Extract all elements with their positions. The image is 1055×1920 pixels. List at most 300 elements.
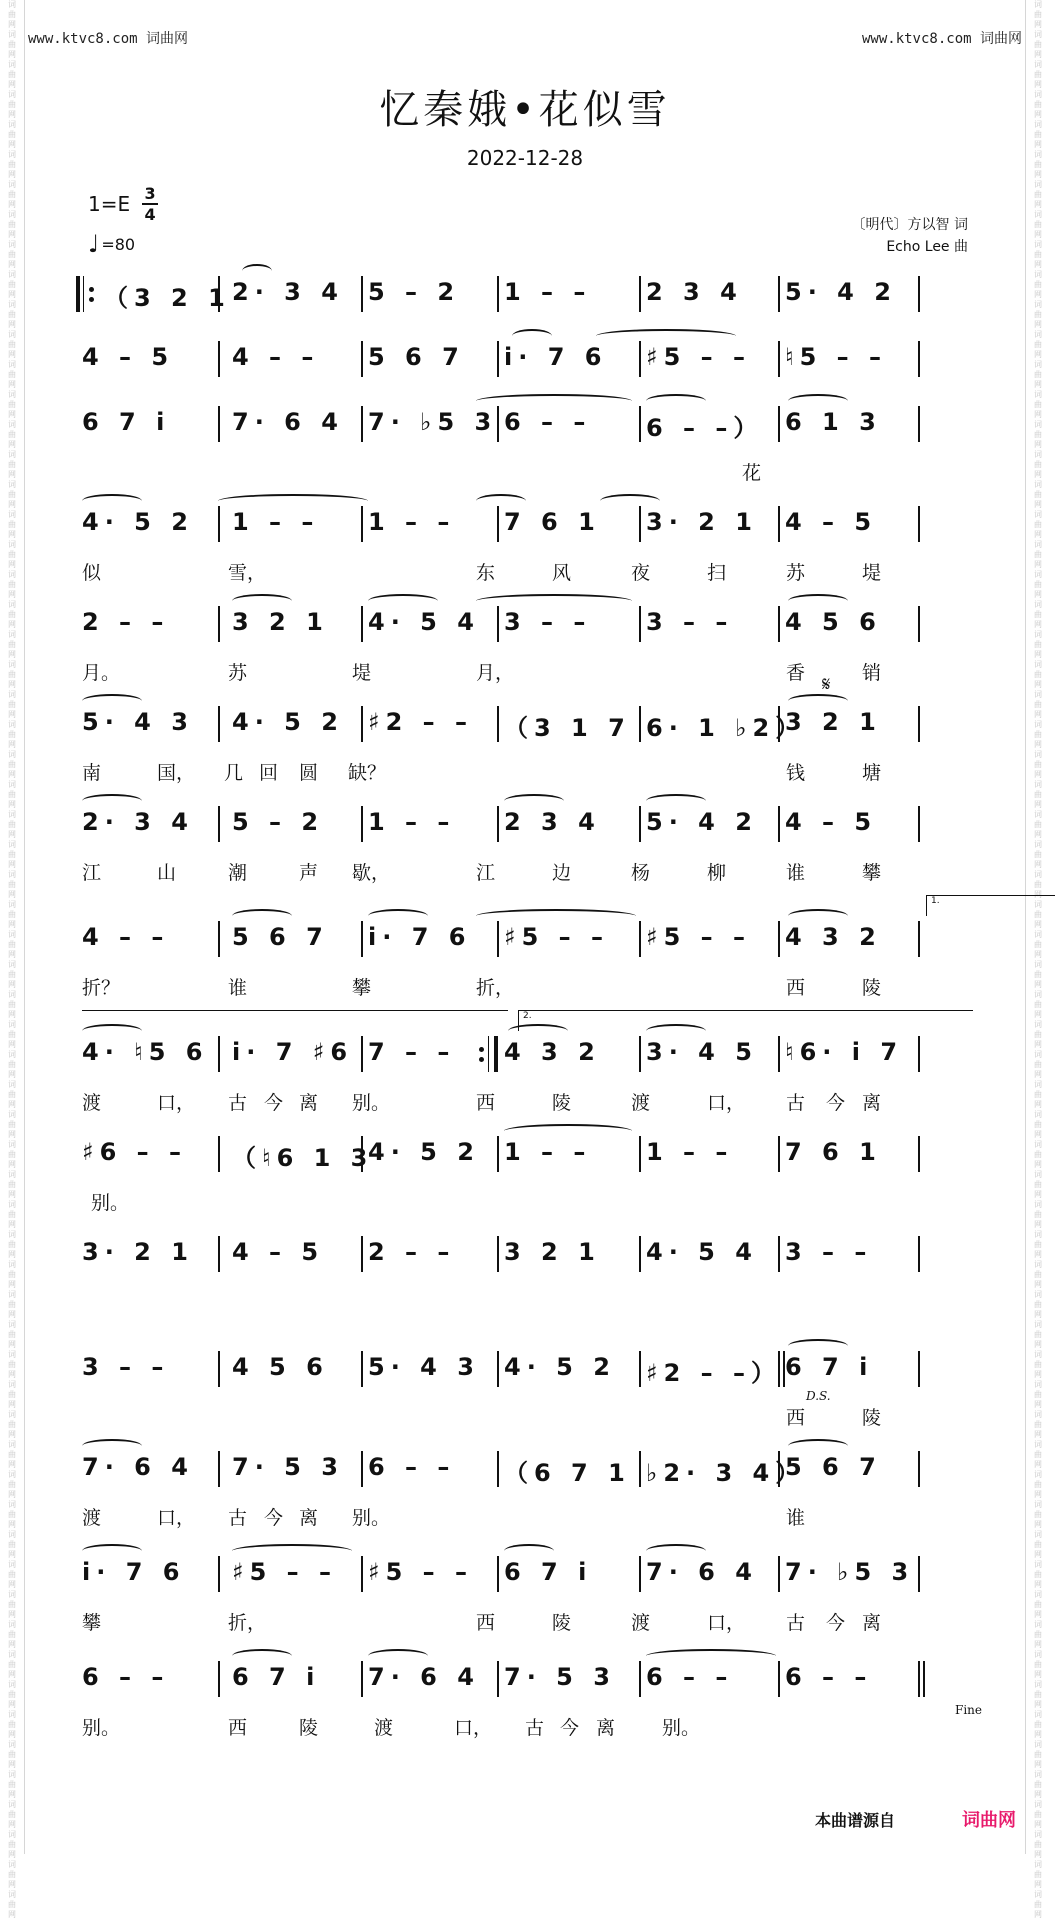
measure: 2· 3 4 — [232, 278, 344, 306]
measure: 7· 5 3 — [232, 1453, 344, 1481]
lyric-syllable: 折， — [228, 1612, 267, 1634]
measure: 4 – 5 — [785, 808, 878, 836]
barline — [218, 706, 220, 742]
lyric-syllable: 古 — [786, 1612, 806, 1634]
lyrics-line — [82, 1713, 968, 1743]
lyric-syllable: 边 — [552, 862, 572, 884]
measure: 6 – – — [82, 1663, 170, 1691]
barline — [778, 1661, 780, 1697]
barline — [361, 506, 363, 542]
tie-slur — [788, 694, 848, 708]
measure: 5· 4 3 — [368, 1353, 480, 1381]
lyric-syllable: 口， — [707, 1612, 746, 1634]
score-system — [82, 1345, 968, 1445]
measure: 4· 5 4 — [368, 608, 480, 636]
tempo-value: =80 — [101, 234, 136, 254]
barline — [361, 1036, 363, 1072]
barline — [218, 806, 220, 842]
footer-source-label: 本曲谱源自 — [815, 1811, 896, 1830]
measure: 7· ♭5 3 — [368, 408, 498, 436]
barline — [639, 276, 641, 312]
score-system — [82, 1550, 968, 1650]
measure: 3 – – — [785, 1238, 873, 1266]
lyric-syllable: 扫 — [707, 562, 727, 584]
barline — [639, 606, 641, 642]
measure: 3· 2 1 — [646, 508, 758, 536]
measure: （3 1 7 — [504, 714, 631, 742]
measure: 2· 3 4 — [82, 808, 194, 836]
measure: ♯5 – – — [232, 1558, 338, 1586]
tie-slur — [82, 794, 142, 808]
tie-slur — [788, 909, 848, 923]
barline — [361, 1556, 363, 1592]
lyric-syllable: 别。 — [352, 1092, 391, 1114]
tie-slur — [476, 394, 632, 408]
measure: 4 5 6 — [232, 1353, 329, 1381]
barline — [639, 1036, 641, 1072]
barline — [778, 1236, 780, 1272]
barline — [218, 1236, 220, 1272]
key-signature — [88, 180, 158, 228]
tie-slur — [82, 1439, 142, 1453]
lyric-syllable: 离 — [299, 1507, 319, 1529]
tie-slur — [504, 1124, 632, 1138]
barline — [218, 506, 220, 542]
lyricist-credit: 〔明代〕方以智 词 — [851, 217, 968, 233]
lyric-syllable: 口， — [157, 1092, 196, 1114]
tie-slur — [600, 494, 660, 508]
tie-slur — [788, 394, 848, 408]
barline — [218, 606, 220, 642]
lyric-syllable: 西 — [476, 1092, 496, 1114]
barline — [218, 1351, 220, 1387]
lyric-syllable: 古 — [786, 1092, 806, 1114]
tie-slur — [232, 594, 292, 608]
lyric-syllable: 陵 — [552, 1092, 572, 1114]
measure: 3 2 1 — [504, 1238, 601, 1266]
lyrics-line — [82, 1608, 968, 1638]
barline — [918, 506, 920, 542]
measure: ♮5 – – — [785, 343, 887, 371]
barline — [497, 1661, 499, 1697]
barline — [497, 921, 499, 957]
lyric-syllable: 国， — [157, 762, 196, 784]
barline — [361, 276, 363, 312]
lyric-syllable: 风 — [552, 562, 572, 584]
barline — [218, 1451, 220, 1487]
barline — [918, 1036, 920, 1072]
barline — [778, 506, 780, 542]
measure: 5 – 2 — [232, 808, 325, 836]
measure: 7· 6 4 — [368, 1663, 480, 1691]
measure: 6 1 3 — [785, 408, 882, 436]
measure: 3 2 1 — [785, 708, 882, 736]
lyric-syllable: 折？ — [82, 977, 121, 999]
lyric-syllable: 离 — [596, 1717, 616, 1739]
measure: 2 3 4 — [646, 278, 743, 306]
measure: i· 7 ♯6 — [232, 1038, 354, 1066]
barline — [361, 1451, 363, 1487]
barline-thin — [488, 1036, 489, 1072]
lyric-syllable: 缺？ — [348, 762, 387, 784]
barline — [361, 1661, 363, 1697]
lyric-syllable: 谁 — [228, 977, 248, 999]
lyric-syllable: 歇， — [352, 862, 391, 884]
measure: 4· 5 2 — [504, 1353, 616, 1381]
barline — [639, 1136, 641, 1172]
key-text: 1=E — [88, 192, 131, 216]
measure: 2 – – — [82, 608, 170, 636]
segno-icon: 𝄋 — [822, 672, 831, 696]
barline — [918, 1451, 920, 1487]
measure: （6 7 1 — [504, 1459, 631, 1487]
barline — [361, 806, 363, 842]
measure: 4· 5 2 — [232, 708, 344, 736]
tie-slur — [788, 1339, 848, 1353]
score-system — [82, 1230, 968, 1330]
lyric-syllable: 古 — [228, 1507, 248, 1529]
barline — [639, 506, 641, 542]
barline — [918, 1236, 920, 1272]
barline — [778, 706, 780, 742]
lyric-syllable: 塘 — [862, 762, 882, 784]
tie-slur — [82, 494, 142, 508]
lyric-syllable: 谁 — [786, 862, 806, 884]
song-date: 2022-12-28 — [466, 146, 584, 170]
site-url-left: www.ktvc8.com 词曲网 — [28, 31, 189, 47]
measure: 1 – – — [504, 278, 592, 306]
barline — [639, 706, 641, 742]
measure: 6· 1 ♭2） — [646, 714, 806, 742]
score-system — [82, 400, 968, 500]
measure: 5· 4 2 — [646, 808, 758, 836]
measure: 4 – 5 — [785, 508, 878, 536]
score-system — [82, 1011, 968, 1130]
barline — [497, 1451, 499, 1487]
measure: （3 2 1 — [104, 284, 231, 312]
lyrics-line — [82, 973, 968, 1003]
score-system — [82, 672, 968, 800]
measure: 6 – –） — [646, 414, 764, 442]
measure: 2 – – — [368, 1238, 456, 1266]
measure: 3 2 1 — [232, 608, 329, 636]
measure: 6 7 i — [504, 1558, 593, 1586]
lyric-syllable: 夜 — [631, 562, 651, 584]
measure: 1 – – — [232, 508, 320, 536]
song-title: 忆秦娥•花似雪 — [379, 87, 671, 133]
lyric-syllable: 渡 — [82, 1507, 102, 1529]
measure: 3 – – — [646, 608, 734, 636]
tie-slur — [788, 594, 848, 608]
measure: 4 – – — [82, 923, 170, 951]
lyric-syllable: 古 — [228, 1092, 248, 1114]
barline — [778, 1136, 780, 1172]
score-system — [82, 1445, 968, 1545]
lyric-syllable: 西 — [786, 1407, 806, 1429]
measure: 7· 6 4 — [646, 1558, 758, 1586]
lyric-syllable: 苏 — [228, 662, 248, 684]
lyrics-line — [82, 858, 968, 888]
lyric-syllable: 陵 — [862, 1407, 882, 1429]
barline — [361, 406, 363, 442]
barline — [778, 1036, 780, 1072]
barline — [639, 1236, 641, 1272]
measure: 4· 5 4 — [646, 1238, 758, 1266]
tie-slur — [646, 394, 706, 408]
lyric-syllable: 攀 — [352, 977, 372, 999]
measure: 5 6 7 — [232, 923, 329, 951]
barline — [218, 276, 220, 312]
lyric-syllable: 圆 — [299, 762, 319, 784]
measure: ♯5 – – — [368, 1558, 474, 1586]
tie-slur — [512, 329, 552, 343]
site-url-right: www.ktvc8.com 词曲网 — [861, 31, 1022, 47]
measure: ♭2· 3 4） — [646, 1459, 806, 1487]
lyrics-line — [82, 1088, 968, 1118]
barline — [361, 1136, 363, 1172]
tie-slur — [788, 1439, 848, 1453]
barline — [639, 1556, 641, 1592]
tie-slur — [476, 594, 632, 608]
measure: 4 – 5 — [82, 343, 175, 371]
barline — [497, 406, 499, 442]
barline — [497, 276, 499, 312]
barline — [778, 606, 780, 642]
barline — [497, 341, 499, 377]
score-system — [82, 600, 968, 700]
measure: i· 7 6 — [82, 1558, 186, 1586]
tie-slur — [504, 1544, 554, 1558]
measure: 4 3 2 — [785, 923, 882, 951]
meter-bottom: 4 — [144, 205, 156, 224]
barline — [218, 1556, 220, 1592]
measure: 6 – – — [368, 1453, 456, 1481]
measure: （♮6 1 3 — [232, 1144, 374, 1172]
lyrics-line — [82, 758, 968, 788]
lyric-syllable: 离 — [862, 1092, 882, 1114]
barline — [778, 921, 780, 957]
lyric-syllable: 今 — [826, 1612, 846, 1634]
lyric-syllable: 江 — [476, 862, 496, 884]
barline — [778, 1351, 785, 1387]
barline — [218, 921, 220, 957]
lyric-syllable: 西 — [228, 1717, 248, 1739]
measure: 6 7 i — [785, 1353, 874, 1381]
lyric-syllable: 别。 — [662, 1717, 701, 1739]
lyric-syllable: 今 — [264, 1092, 284, 1114]
measure: 7· ♭5 3 — [785, 1558, 915, 1586]
measure: 1 – – — [504, 1138, 592, 1166]
lyric-syllable: 山 — [157, 862, 177, 884]
tie-slur — [368, 1649, 428, 1663]
barline — [218, 1661, 220, 1697]
lyric-syllable: 似 — [82, 562, 102, 584]
lyric-syllable: 钱 — [786, 762, 806, 784]
left-watermark-strip — [0, 0, 25, 1919]
lyric-syllable: 渡 — [374, 1717, 394, 1739]
barline — [639, 1661, 641, 1697]
measure: 6 7 i — [232, 1663, 321, 1691]
watermark-text: 词曲网 词曲网 词曲网 词曲网 词曲网 词曲网 词曲网 词曲网 词曲网 词曲网 词曲网 词曲网 词曲网 词曲网 词曲网 词曲网 词曲网 词曲网 词曲网 词曲网 词曲网 词曲网 词曲网 词曲网 词曲网 词曲网 词曲网 词曲网 词曲网 词曲网 词曲网 词曲网 词曲网 词曲网 词曲网 词曲网 词曲网 词曲网 词曲网 词曲网 词曲网 词曲网 词曲网 词曲网 词曲网 词曲网 词曲网 词曲网 词曲网 词曲网 词曲网 词曲网 词曲网 词曲网 词曲网 词曲网 词曲网 词曲网 词曲网 词曲网 词曲网 词曲网 词曲网 词曲网 — [1034, 0, 1042, 1919]
measure: 7 6 1 — [504, 508, 601, 536]
barline — [361, 706, 363, 742]
measure: ♯2 – –） — [646, 1359, 782, 1387]
volta-bracket-1: 1. — [926, 895, 1055, 916]
volta-bracket-2: 2. — [518, 1010, 973, 1031]
lyric-syllable: 雪， — [228, 562, 267, 584]
measure: 6 – – — [785, 1663, 873, 1691]
lyric-syllable: 离 — [862, 1612, 882, 1634]
time-signature — [142, 184, 158, 224]
measure: 3· 2 1 — [82, 1238, 194, 1266]
barline — [918, 1556, 920, 1592]
tie-slur — [232, 909, 292, 923]
barline-thick — [494, 1036, 498, 1072]
lyric-syllable: 柳 — [707, 862, 727, 884]
measure: 3· 4 5 — [646, 1038, 758, 1066]
tie-slur — [646, 1649, 776, 1663]
measure: 5 6 7 — [368, 343, 465, 371]
tie-slur — [232, 1544, 352, 1558]
measure: 1 – – — [368, 508, 456, 536]
lyric-syllable: 陵 — [552, 1612, 572, 1634]
barline — [361, 606, 363, 642]
barline — [918, 1351, 920, 1387]
lyric-syllable: 古 — [525, 1717, 545, 1739]
lyric-syllable: 渡 — [82, 1092, 102, 1114]
lyric-syllable: 月， — [476, 662, 515, 684]
barline — [778, 341, 780, 377]
tie-slur — [218, 494, 368, 508]
barline — [778, 1556, 780, 1592]
measure: 5· 4 3 — [82, 708, 194, 736]
barline — [918, 406, 920, 442]
lyric-syllable: 今 — [264, 1507, 284, 1529]
lyric-syllable: 月。 — [82, 662, 121, 684]
lyric-syllable: 别。 — [352, 1507, 391, 1529]
measure: 7· 6 4 — [232, 408, 344, 436]
repeat-dot — [89, 297, 94, 302]
lyric-syllable: 攀 — [82, 1612, 102, 1634]
repeat-dot — [479, 1057, 484, 1062]
repeat-dot — [89, 287, 94, 292]
lyric-syllable: 堤 — [862, 562, 882, 584]
lyric-syllable: 回 — [259, 762, 279, 784]
lyric-syllable: 口， — [454, 1717, 493, 1739]
meter-top: 3 — [144, 184, 156, 203]
lyric-syllable: 销 — [862, 662, 882, 684]
barline-thin — [83, 276, 84, 312]
tempo-marking — [88, 232, 135, 256]
measure: ♯5 – – — [504, 923, 610, 951]
lyric-syllable: 潮 — [228, 862, 248, 884]
barline — [639, 341, 641, 377]
barline — [497, 506, 499, 542]
fine-marking: Fine — [955, 1703, 982, 1717]
quarter-note-icon: ♩ — [88, 230, 100, 258]
tie-slur — [232, 1649, 292, 1663]
barline — [778, 406, 780, 442]
score-system — [82, 500, 968, 600]
lyric-syllable: 口， — [157, 1507, 196, 1529]
measure: 7 – – — [368, 1038, 456, 1066]
barline — [497, 1351, 499, 1387]
barline — [497, 806, 499, 842]
barline — [918, 1136, 920, 1172]
barline — [639, 1451, 641, 1487]
measure: 4 3 2 — [504, 1038, 601, 1066]
measure: ♯5 – – — [646, 923, 752, 951]
measure: 6 7 i — [82, 408, 171, 436]
lyric-syllable: 攀 — [862, 862, 882, 884]
tie-slur — [476, 909, 636, 923]
score-system — [82, 1655, 982, 1755]
lyric-syllable: 几 — [224, 762, 244, 784]
lyric-syllable: 渡 — [631, 1612, 651, 1634]
watermark-text: 词曲网 词曲网 词曲网 词曲网 词曲网 词曲网 词曲网 词曲网 词曲网 词曲网 词曲网 词曲网 词曲网 词曲网 词曲网 词曲网 词曲网 词曲网 词曲网 词曲网 词曲网 词曲网 词曲网 词曲网 词曲网 词曲网 词曲网 词曲网 词曲网 词曲网 词曲网 词曲网 词曲网 词曲网 词曲网 词曲网 词曲网 词曲网 词曲网 词曲网 词曲网 词曲网 词曲网 词曲网 词曲网 词曲网 词曲网 词曲网 词曲网 词曲网 词曲网 词曲网 词曲网 词曲网 词曲网 词曲网 词曲网 词曲网 词曲网 词曲网 词曲网 词曲网 词曲网 词曲网 — [8, 0, 16, 1919]
measure: 1 – – — [368, 808, 456, 836]
lyrics-line — [82, 1403, 968, 1433]
tie-slur — [646, 794, 706, 808]
barline — [778, 1451, 780, 1487]
lyric-syllable: 离 — [299, 1092, 319, 1114]
measure: ♮6· i 7 — [785, 1038, 904, 1066]
barline — [497, 1236, 499, 1272]
ds-marking: D.S. — [806, 1389, 831, 1403]
barline — [218, 1036, 220, 1072]
lyrics-line — [82, 658, 968, 688]
lyric-syllable: 西 — [786, 977, 806, 999]
tie-slur — [82, 1544, 142, 1558]
lyrics-line — [82, 1188, 968, 1218]
lyric-syllable: 花 — [742, 462, 762, 484]
lyric-syllable: 堤 — [352, 662, 372, 684]
barline — [497, 706, 499, 742]
barline — [639, 1351, 641, 1387]
measure: 2 3 4 — [504, 808, 601, 836]
lyrics-line — [82, 458, 968, 488]
barline — [918, 921, 920, 957]
lyric-syllable: 陵 — [862, 977, 882, 999]
lyric-syllable: 东 — [476, 562, 496, 584]
barline — [639, 406, 641, 442]
lyric-syllable: 杨 — [631, 862, 651, 884]
barline-thick — [76, 276, 80, 312]
measure: 4 5 6 — [785, 608, 882, 636]
lyric-syllable: 口， — [707, 1092, 746, 1114]
barline — [639, 921, 641, 957]
measure: ♯2 – – — [368, 708, 474, 736]
measure: i· 7 6 — [504, 343, 608, 371]
measure: 4 – 5 — [232, 1238, 325, 1266]
measure: 4· ♮5 6 — [82, 1038, 209, 1066]
barline — [218, 406, 220, 442]
measure: i· 7 6 — [368, 923, 472, 951]
repeat-dot — [479, 1047, 484, 1052]
lyric-syllable: 声 — [299, 862, 319, 884]
lyric-syllable: 西 — [476, 1612, 496, 1634]
measure: 4 – – — [232, 343, 320, 371]
lyric-syllable: 折， — [476, 977, 515, 999]
barline — [361, 1351, 363, 1387]
tie-slur — [504, 794, 564, 808]
barline — [639, 806, 641, 842]
tie-slur — [242, 264, 272, 278]
lyric-syllable: 苏 — [786, 562, 806, 584]
measure: 3 – – — [82, 1353, 170, 1381]
lyric-syllable: 谁 — [786, 1507, 806, 1529]
barline — [918, 276, 920, 312]
